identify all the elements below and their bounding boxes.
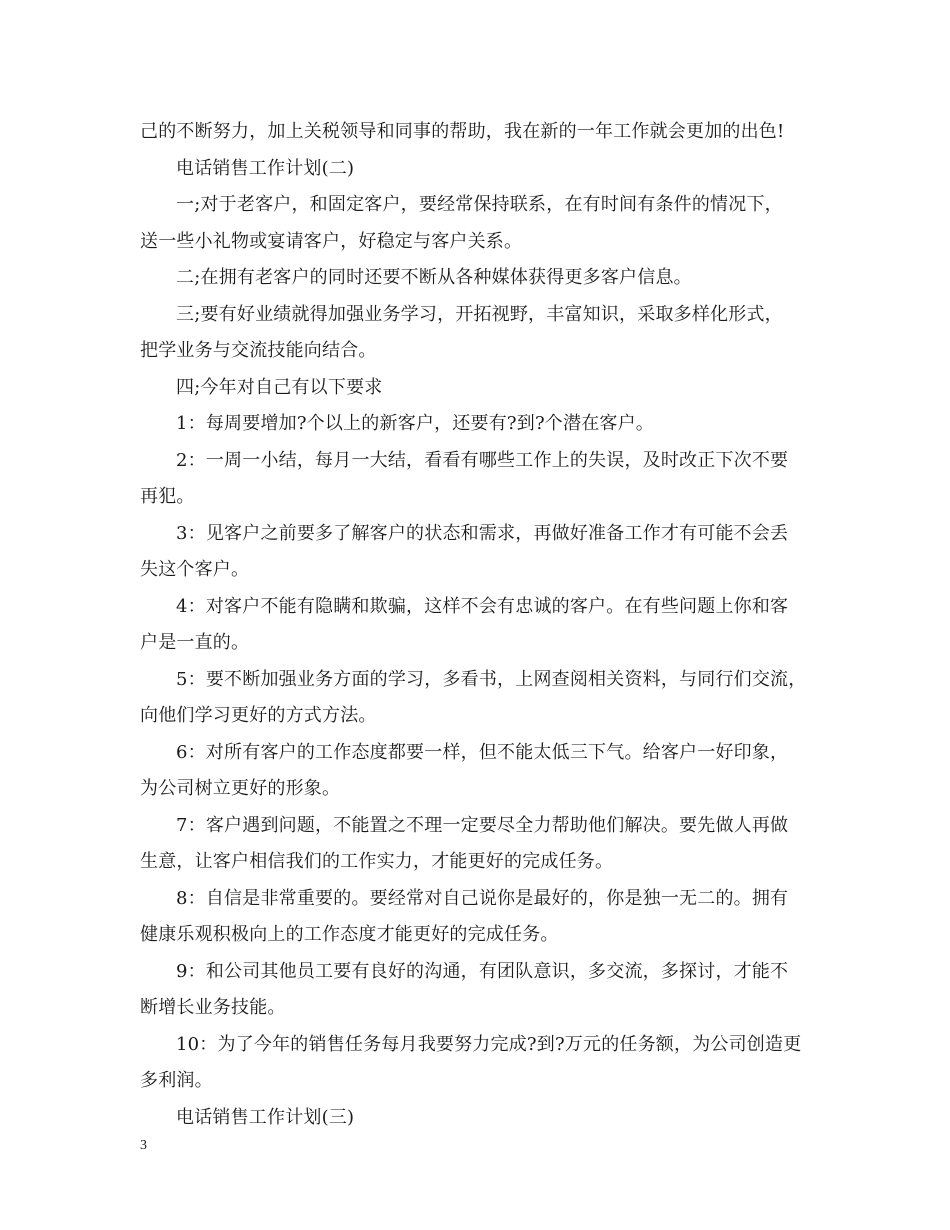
list-item-continuation: 断增长业务技能。 [140, 997, 286, 1018]
page-number: 3 [140, 1138, 147, 1153]
text-line: 二;在拥有老客户的同时还要不断从各种媒体获得更多客户信息。 [176, 267, 692, 288]
list-item-continuation: 为公司树立更好的形象。 [140, 778, 341, 799]
section-heading: 电话销售工作计划(三) [176, 1106, 355, 1128]
list-item: 5：要不断加强业务方面的学习，多看书，上网查阅相关资料，与同行们交流， [176, 668, 807, 690]
section-heading: 电话销售工作计划(二) [176, 157, 355, 179]
text-line: 把学业务与交流技能向结合。 [140, 340, 377, 361]
text-line: 己的不断努力，加上关税领导和同事的帮助，我在新的一年工作就会更加的出色! [140, 121, 785, 142]
list-item-continuation: 再犯。 [140, 486, 195, 507]
text-line: 四;今年对自己有以下要求 [176, 376, 383, 398]
list-item: 1：每周要增加?个以上的新客户，还要有?到?个潜在客户。 [176, 413, 655, 434]
list-item: 10：为了今年的销售任务每月我要努力完成?到?万元的任务额，为公司创造更 [176, 1033, 802, 1055]
text-line: 送一些小礼物或宴请客户，好稳定与客户关系。 [140, 230, 523, 252]
list-item-continuation: 健康乐观积极向上的工作态度才能更好的完成任务。 [140, 924, 559, 945]
list-item: 8：自信是非常重要的。要经常对自己说你是最好的，你是独一无二的。拥有 [176, 887, 789, 909]
list-item: 9：和公司其他员工要有良好的沟通，有团队意识，多交流，多探讨，才能不 [176, 960, 789, 982]
list-item-continuation: 向他们学习更好的方式方法。 [140, 705, 377, 726]
list-item-continuation: 多利润。 [140, 1070, 213, 1091]
list-item-continuation: 生意，让客户相信我们的工作实力，才能更好的完成任务。 [140, 851, 614, 872]
list-item: 4：对客户不能有隐瞒和欺骗，这样不会有忠诚的客户。在有些问题上你和客 [176, 595, 789, 617]
list-item-continuation: 失这个客户。 [140, 559, 250, 580]
text-line: 一;对于老客户，和固定客户，要经常保持联系，在有时间有条件的情况下， [176, 194, 783, 215]
list-item: 2：一周一小结，每月一大结，看看有哪些工作上的失误，及时改正下次不要 [176, 449, 789, 471]
list-item: 7：客户遇到问题，不能置之不理一定要尽全力帮助他们解决。要先做人再做 [176, 814, 789, 836]
document-body [140, 114, 816, 1136]
text-line: 三;要有好业绩就得加强业务学习，开拓视野，丰富知识，采取多样化形式， [176, 303, 783, 325]
list-item: 3：见客户之前要多了解客户的状态和需求，再做好准备工作才有可能不会丢 [176, 522, 789, 544]
list-item-continuation: 户是一直的。 [140, 632, 250, 653]
list-item: 6：对所有客户的工作态度都要一样，但不能太低三下气。给客户一好印象， [176, 741, 789, 763]
